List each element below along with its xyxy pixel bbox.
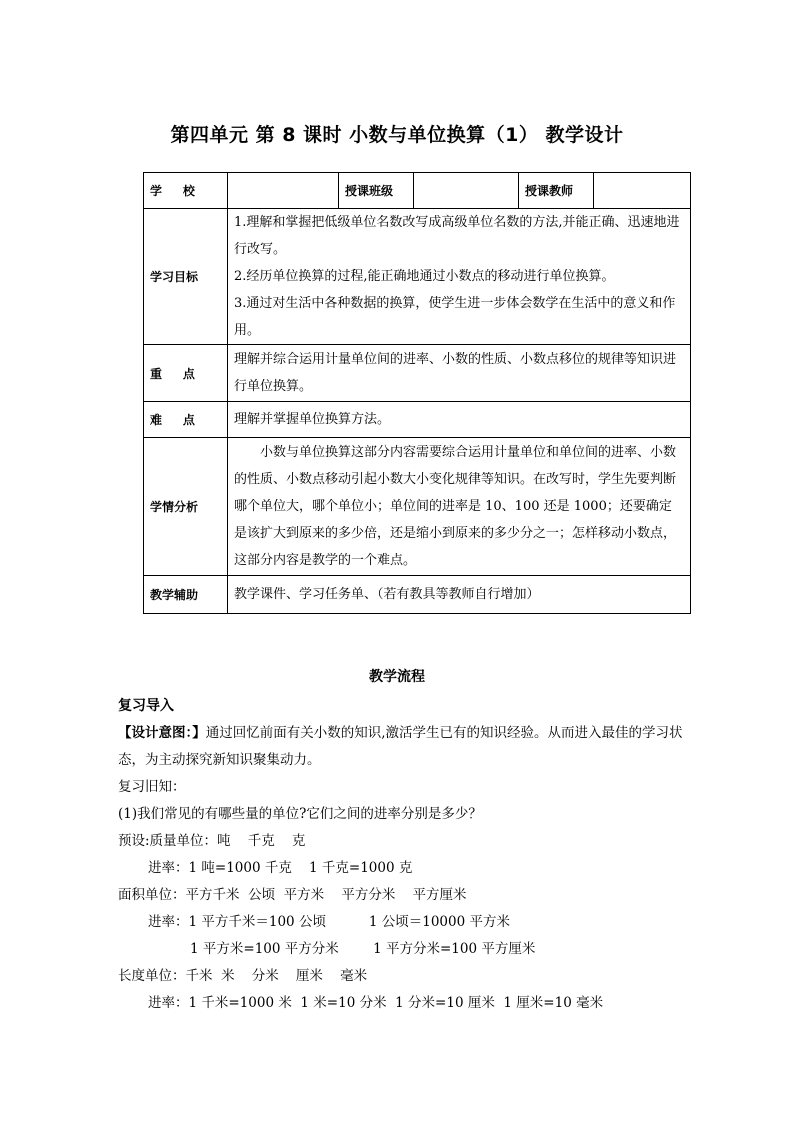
page-title: 第四单元 第 8 课时 小数与单位换算（1） 教学设计: [170, 124, 624, 146]
question: (1)我们常见的有哪些量的单位?它们之间的进率分别是多少？: [118, 806, 482, 822]
key-value: 理解并综合运用计量单位间的进率、小数的性质、小数点移位的规律等知识进行单位换算。: [228, 345, 691, 402]
school-label: 学 校: [144, 173, 228, 209]
goal-item: 1.理解和掌握把低级单位名数改写成高级单位名数的方法,并能正确、迅速地进行改写。: [234, 215, 680, 257]
class-label: 授课班级: [339, 173, 414, 209]
design-intent-text: 通过回忆前面有关小数的知识,激活学生已有的知识经验。从而进入最佳的学习状态，为主动探究新知识聚集动力。: [118, 725, 683, 768]
analysis-cell: [228, 438, 691, 576]
review-heading: 复习导入: [118, 698, 174, 714]
mass-units: 预设:质量单位：吨 千克 克: [118, 833, 306, 849]
difficulty-value: 理解并掌握单位换算方法。: [228, 402, 691, 438]
table-row: [144, 576, 691, 614]
analysis-label: 学情分析: [144, 438, 228, 576]
table-row: [144, 173, 691, 209]
mass-rates: 进率：1 吨=1000 千克 1 千克=1000 克: [148, 860, 413, 876]
teacher-value: [594, 173, 691, 209]
length-units: 长度单位：千米 米 分米 厘米 毫米: [118, 968, 368, 984]
review-old: 复习旧知：: [118, 779, 186, 795]
table-row: [144, 209, 691, 345]
area-units: 面积单位：平方千米 公顷 平方米 平方分米 平方厘米: [118, 887, 467, 903]
key-label: 重 点: [144, 345, 228, 402]
teacher-label: 授课教师: [519, 173, 594, 209]
length-rates: 进率：1 千米=1000 米 1 米=10 分米 1 分米=10 厘米 1 厘米=10 毫米: [148, 995, 604, 1011]
design-intent-label: 【设计意图：】: [118, 725, 206, 741]
class-value: [414, 173, 519, 209]
lesson-info-table: [143, 172, 691, 614]
goals-cell: [228, 209, 691, 345]
flow-content: [118, 693, 688, 1017]
goal-item: 3.通过对生活中各种数据的换算，使学生进一步体会数学在生活中的意义和作用。: [234, 296, 676, 338]
school-value: [228, 173, 339, 209]
goals-label: 学习目标: [144, 209, 228, 345]
design-intent: [118, 720, 688, 774]
area-rates-1: 进率：1 平方千米＝100 公顷 1 公顷＝10000 平方米: [148, 914, 510, 930]
area-rates-2: 1 平方米=100 平方分米 1 平方分米=100 平方厘米: [190, 941, 536, 957]
table-row: [144, 345, 691, 402]
table-row: [144, 402, 691, 438]
aids-label: 教学辅助: [144, 576, 228, 614]
goal-item: 2.经历单位换算的过程,能正确地通过小数点的移动进行单位换算。: [234, 269, 615, 284]
aids-value: 教学课件、学习任务单、（若有教具等教师自行增加）: [228, 576, 691, 614]
table-row: [144, 438, 691, 576]
analysis-value: 小数与单位换算这部分内容需要综合运用计量单位和单位间的进率、小数的性质、小数点移动引起小数大小变化规律等知识。在改写时，学生先要判断哪个单位大，哪个单位小；单位间的进率是 10、100 还是 1000；还要确定是该扩大到原来的多少倍，还是缩小到原来的多少分之一；怎样移动小数点，这部分内容是教学的一个难点。: [234, 445, 677, 568]
difficulty-label: 难 点: [144, 402, 228, 438]
flow-title: 教学流程: [369, 669, 425, 685]
